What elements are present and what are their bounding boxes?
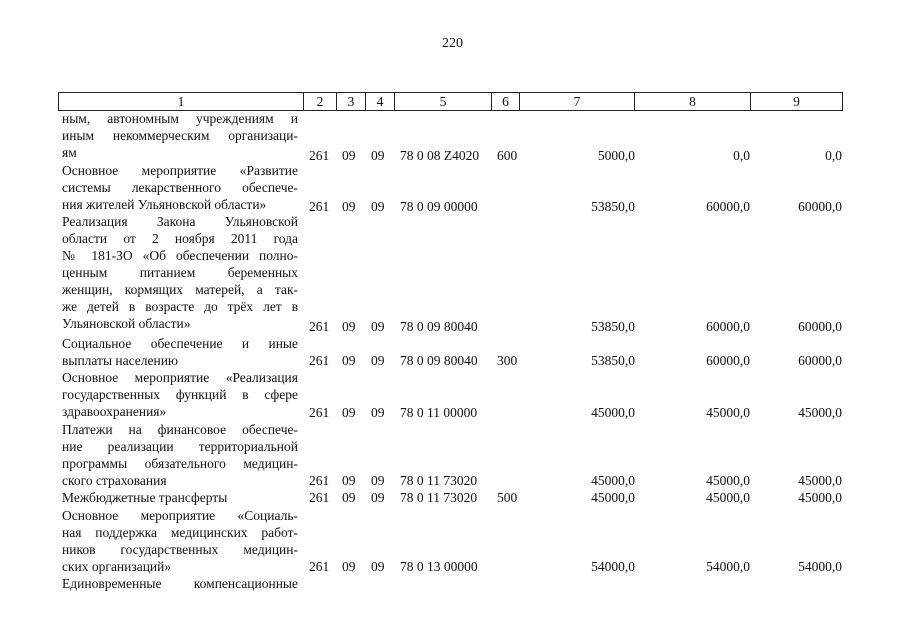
column-header-9: 9 [751,93,843,111]
amount-col9: 60000,0 [798,319,842,334]
admin-code: 261 [309,490,330,505]
section-code: 09 [342,473,356,488]
subsection-code: 09 [371,148,385,163]
row-description-line: ная поддержка медицинских работ- [62,525,298,540]
row-description-line: Основное мероприятие «Реализация [62,370,298,385]
row-description-line: ния жителей Ульяновской области» [62,197,267,212]
admin-code: 261 [309,199,330,214]
target-article-code: 78 0 11 73020 [400,473,478,488]
target-article-code: 78 0 09 80040 [400,319,478,334]
column-header-2: 2 [304,93,337,111]
amount-col7: 5000,0 [597,148,635,163]
amount-col8: 54000,0 [706,559,750,574]
row-description-line: здравоохранения» [62,404,167,419]
admin-code: 261 [309,148,330,163]
section-code: 09 [342,353,356,368]
amount-col8: 60000,0 [706,353,750,368]
column-header-row [59,93,843,111]
amount-col8: 60000,0 [706,319,750,334]
row-description-line: Межбюджетные трансферты [62,490,228,505]
row-description-line: Платежи на финансовое обеспече- [62,422,298,437]
row-description-line: Социальное обеспечение и иные [62,336,298,351]
admin-code: 261 [309,473,330,488]
amount-col7: 54000,0 [591,559,635,574]
column-header-table [58,92,843,111]
amount-col7: 45000,0 [591,405,635,420]
row-description-line: ным, автономным учреждениям и [62,111,298,126]
target-article-code: 78 0 09 00000 [400,199,478,214]
section-code: 09 [342,405,356,420]
target-article-code: 78 0 11 00000 [400,405,478,420]
amount-col7: 45000,0 [591,473,635,488]
section-code: 09 [342,148,356,163]
page-number: 220 [442,36,463,51]
row-description-line: же детей в возрасте до трёх лет в [62,299,298,314]
row-description-line: ских организаций» [62,559,172,574]
row-description-line: Ульяновской области» [62,316,191,331]
amount-col9: 60000,0 [798,199,842,214]
row-description-line: области от 2 ноября 2011 года [62,231,298,246]
row-description-line: иным некоммерческим организаци- [62,128,298,143]
target-article-code: 78 0 13 00000 [400,559,478,574]
amount-col9: 60000,0 [798,353,842,368]
amount-col9: 45000,0 [798,405,842,420]
row-description-line: ние реализации территориальной [62,439,298,454]
column-header-8: 8 [635,93,751,111]
row-description-line: Единовременные компенсационные [62,576,298,591]
expense-type-code: 600 [497,148,518,163]
admin-code: 261 [309,319,330,334]
row-description-line: Реализация Закона Ульяновской [62,214,298,229]
amount-col7: 53850,0 [591,319,635,334]
expense-type-code: 300 [497,353,518,368]
column-header-6: 6 [492,93,520,111]
amount-col8: 60000,0 [706,199,750,214]
subsection-code: 09 [371,473,385,488]
subsection-code: 09 [371,490,385,505]
amount-col9: 45000,0 [798,473,842,488]
admin-code: 261 [309,405,330,420]
admin-code: 261 [309,353,330,368]
row-description-line: № 181-ЗО «Об обеспечении полно- [62,248,298,263]
row-description-line: ям [62,145,77,160]
amount-col9: 54000,0 [798,559,842,574]
amount-col9: 0,0 [825,148,842,163]
amount-col8: 45000,0 [706,405,750,420]
section-code: 09 [342,490,356,505]
admin-code: 261 [309,559,330,574]
row-description-line: Основное мероприятие «Развитие [62,163,298,178]
amount-col9: 45000,0 [798,490,842,505]
row-description-line: ского страхования [62,473,167,488]
row-description-line: ценным питанием беременных [62,265,298,280]
row-description-line: ников государственных медицин- [62,542,298,557]
row-description-line: выплаты населению [62,353,179,368]
section-code: 09 [342,199,356,214]
subsection-code: 09 [371,199,385,214]
subsection-code: 09 [371,319,385,334]
row-description-line: Основное мероприятие «Социаль- [62,508,298,523]
row-description-line: государственных функций в сфере [62,387,298,402]
column-header-5: 5 [395,93,492,111]
section-code: 09 [342,559,356,574]
amount-col8: 45000,0 [706,490,750,505]
amount-col7: 53850,0 [591,353,635,368]
amount-col8: 0,0 [733,148,750,163]
column-header-1: 1 [59,93,304,111]
target-article-code: 78 0 08 Z4020 [400,148,480,163]
target-article-code: 78 0 11 73020 [400,490,478,505]
row-description-line: программы обязательного медицин- [62,456,298,471]
column-header-7: 7 [520,93,635,111]
amount-col7: 45000,0 [591,490,635,505]
subsection-code: 09 [371,559,385,574]
column-header-3: 3 [337,93,366,111]
amount-col8: 45000,0 [706,473,750,488]
section-code: 09 [342,319,356,334]
subsection-code: 09 [371,405,385,420]
column-header-4: 4 [366,93,395,111]
subsection-code: 09 [371,353,385,368]
expense-type-code: 500 [497,490,518,505]
target-article-code: 78 0 09 80040 [400,353,478,368]
amount-col7: 53850,0 [591,199,635,214]
row-description-line: системы лекарственного обеспече- [62,180,298,195]
row-description-line: женщин, кормящих матерей, а так- [62,282,298,297]
